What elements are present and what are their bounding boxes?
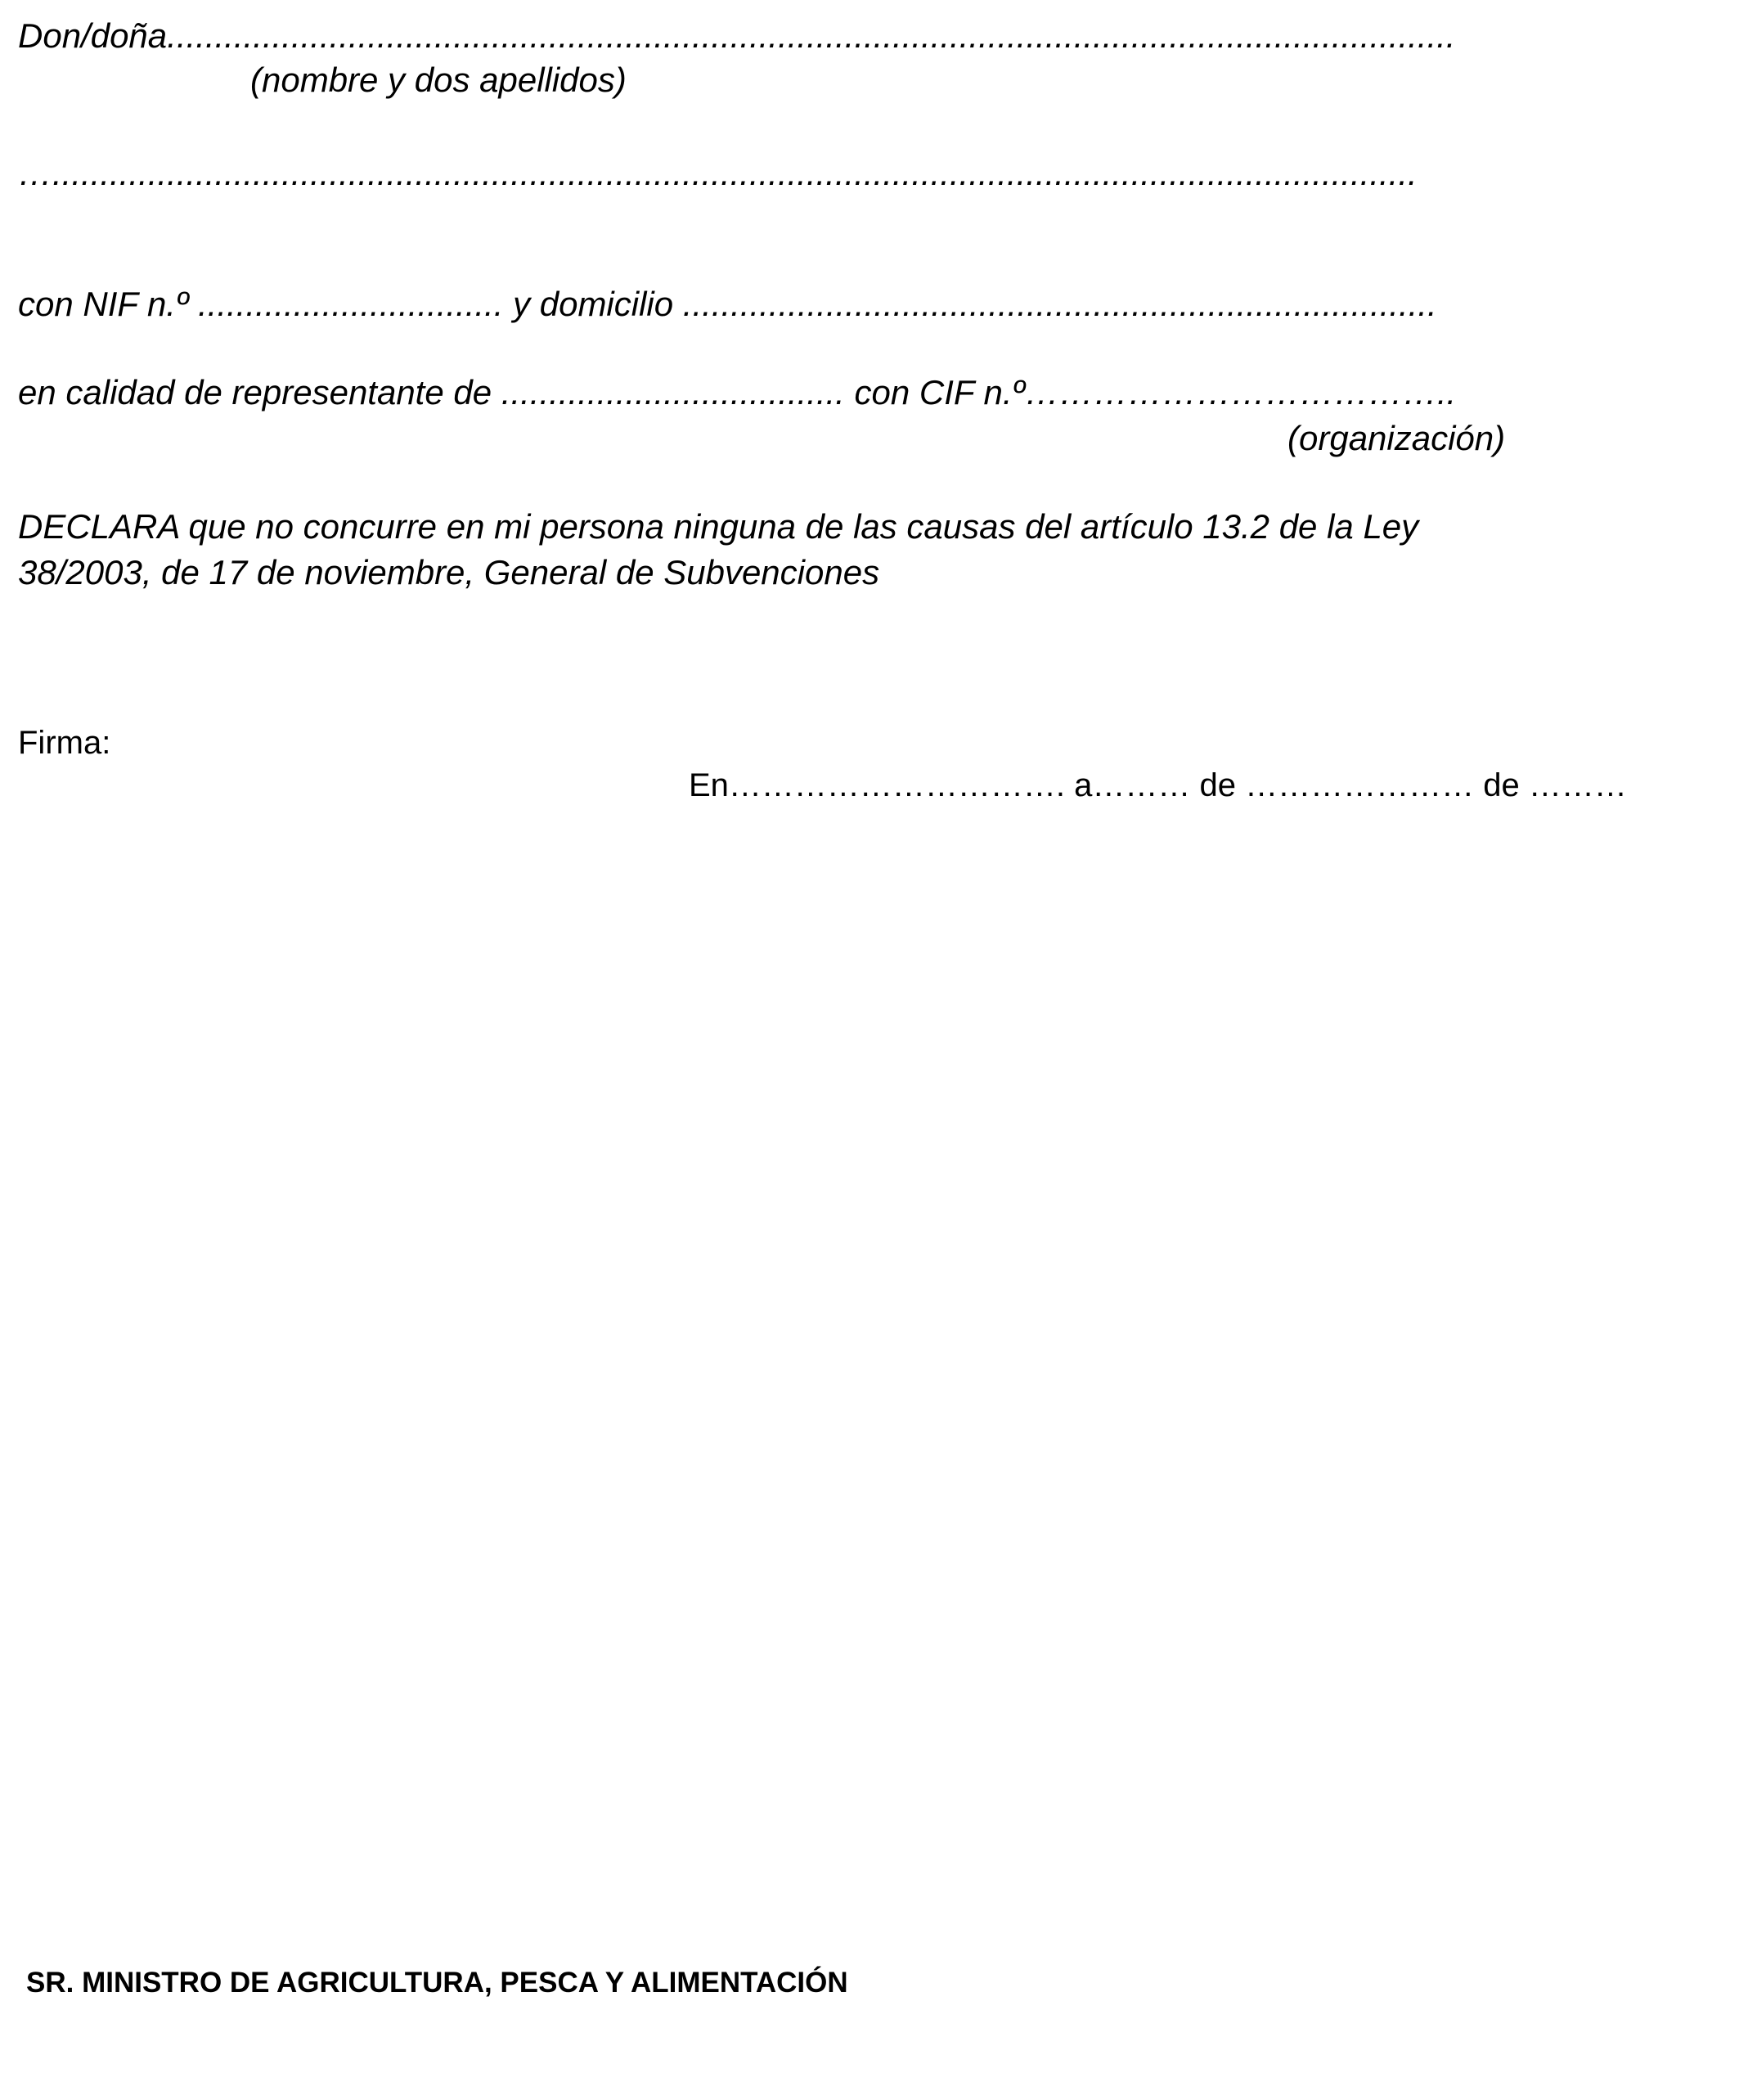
nif-address-line: con NIF n.º ................................ y domicilio ............................................................................... <box>18 285 1437 323</box>
declaration-line-1: DECLARA que no concurre en mi persona ninguna de las causas del artículo 13.2 de la Ley <box>18 507 1419 546</box>
place-date-line: En…………………………. a……… de ………………… de ……… <box>689 767 1627 803</box>
representative-line: en calidad de representante de .................................... con CIF n.º……………………………….. <box>18 373 1457 411</box>
signature-label: Firma: <box>18 725 111 761</box>
addressee: SR. MINISTRO DE AGRICULTURA, PESCA Y ALIMENTACIÓN <box>26 1967 848 1999</box>
declaration-line-2: 38/2003, de 17 de noviembre, General de Subvenciones <box>18 553 880 591</box>
name-continuation-line: …............................................................................................................................................... <box>18 154 1418 192</box>
name-hint: (nombre y dos apellidos) <box>250 61 627 99</box>
organization-hint: (organización) <box>1287 419 1506 457</box>
name-line: Don/doña....................................................................................................................................... <box>18 16 1456 55</box>
